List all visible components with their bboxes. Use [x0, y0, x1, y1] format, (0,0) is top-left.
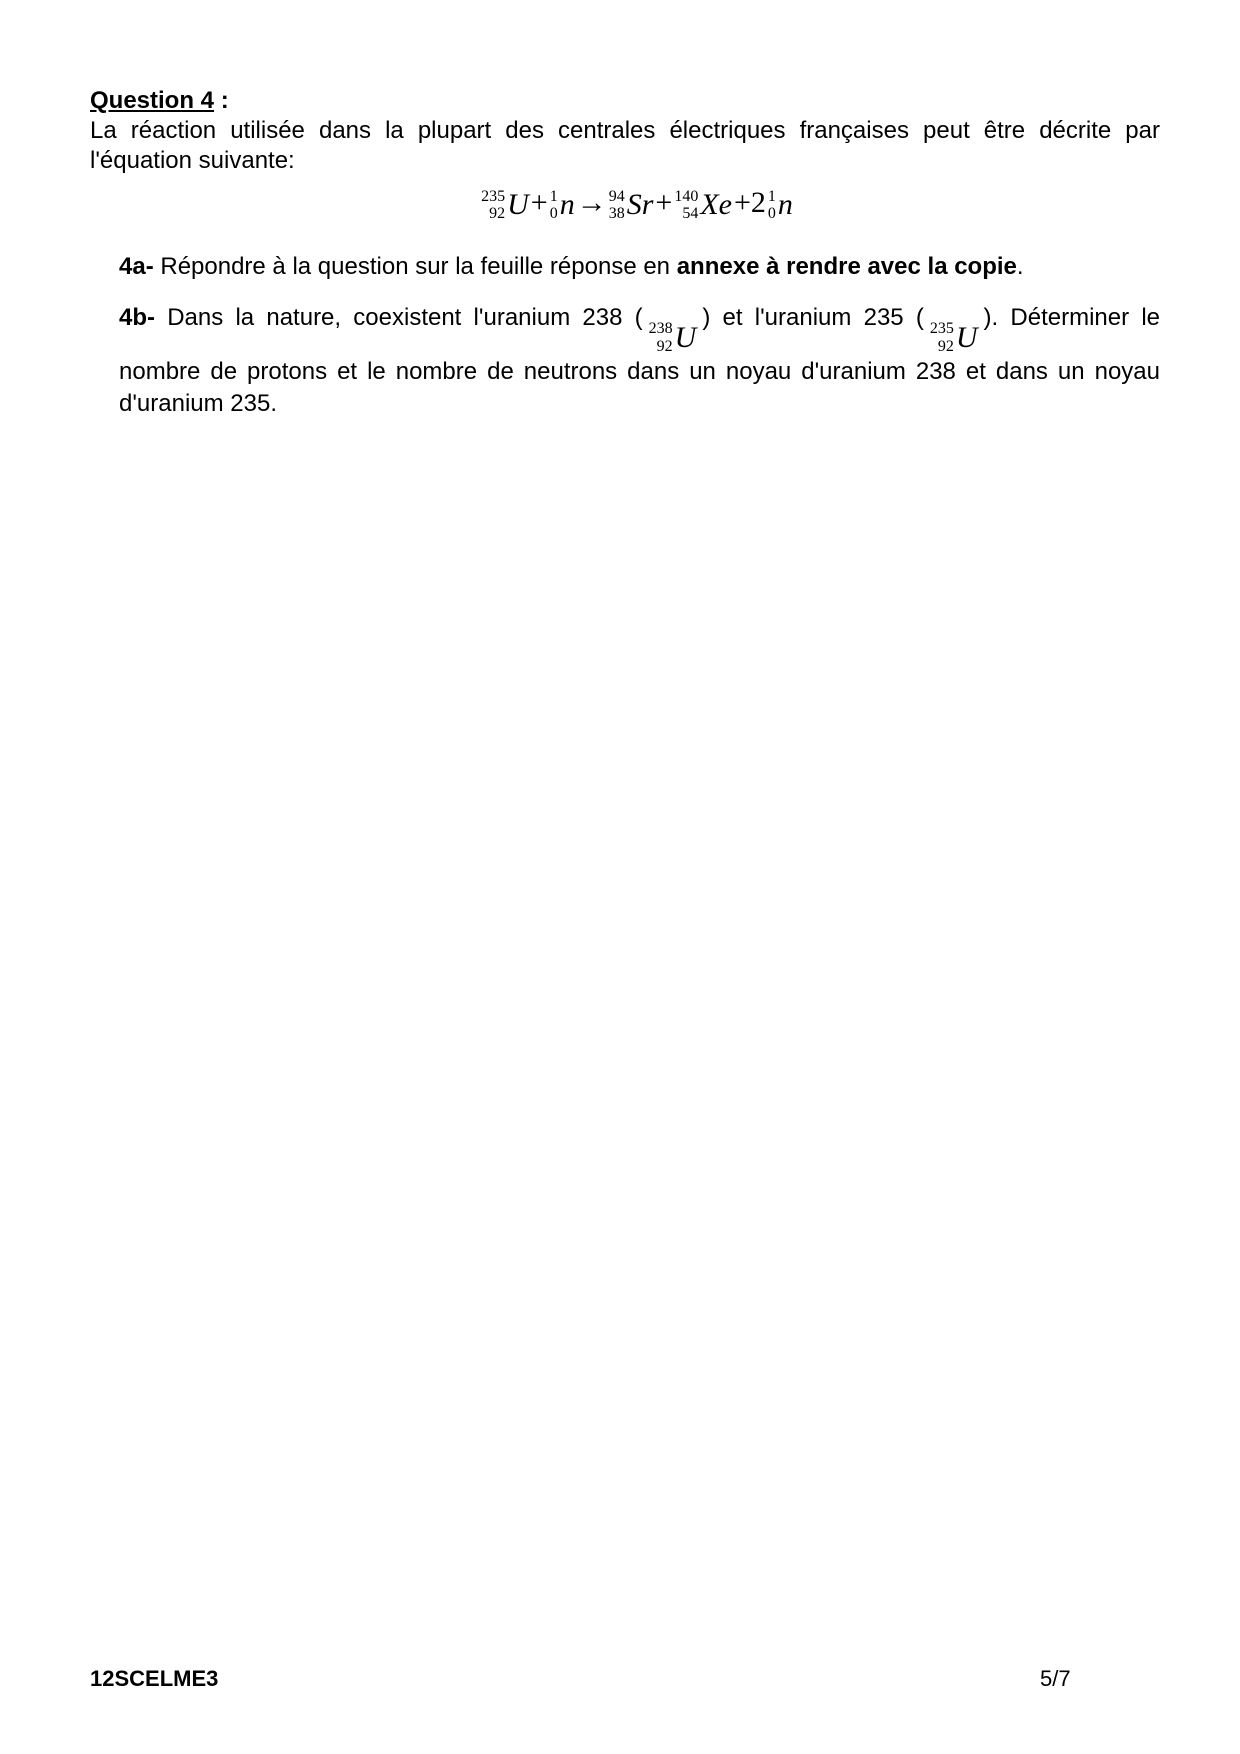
nuclear-equation [114, 180, 1160, 226]
question-intro: La réaction utilisée dans la plupart des centrales électriques françaises peut être décrite par l'équation suivante: [90, 117, 1160, 174]
item-4b-text-3: ). Déterminer le nombre de protons et le nombre de neutrons dans un noyau d'uranium 238 et dans un noyau d'uranium 235. [119, 304, 1160, 417]
plus-two-operator: +2 [733, 186, 766, 219]
mass-number: 1 [767, 188, 776, 206]
element-symbol: U [955, 321, 978, 354]
nuclide-xenon-140 [674, 182, 732, 228]
question-heading [90, 86, 1160, 116]
item-4b-text-1: Dans la nature, coexistent l'uranium 238 ( [155, 304, 643, 331]
item-4a [119, 252, 1160, 282]
page-number: 5/7 [1040, 1666, 1071, 1691]
atomic-number: 38 [608, 205, 625, 223]
atomic-number: 0 [549, 205, 558, 223]
element-symbol: Xe [700, 188, 732, 222]
nuclide-neutron [550, 182, 575, 228]
mass-number: 235 [481, 188, 506, 206]
atomic-number: 92 [489, 205, 506, 223]
plus-operator: + [655, 186, 673, 219]
element-symbol: U [674, 321, 697, 354]
mass-number: 1 [549, 188, 558, 206]
atomic-number: 92 [656, 338, 673, 355]
element-symbol: n [559, 188, 575, 222]
element-symbol: U [507, 188, 529, 222]
mass-number: 235 [929, 320, 954, 337]
page-content [90, 86, 1160, 420]
plus-operator: + [530, 186, 548, 219]
nuclide-uranium-235-inline [930, 320, 978, 356]
item-4b-label: 4b- [119, 304, 155, 331]
element-symbol: n [777, 188, 793, 222]
atomic-number: 92 [937, 338, 954, 355]
atomic-number: 54 [682, 205, 699, 223]
item-4a-label: 4a- [119, 253, 154, 280]
nuclide-strontium-94 [609, 182, 654, 228]
nuclide-neutron [768, 182, 793, 228]
mass-number: 94 [608, 188, 625, 206]
item-4b [119, 302, 1160, 420]
item-4a-end: . [1016, 253, 1024, 280]
element-symbol: Sr [626, 188, 654, 222]
mass-number: 140 [674, 188, 699, 206]
question-title: Question 4 [90, 87, 215, 114]
item-4a-text: Répondre à la question sur la feuille réponse en [153, 253, 677, 280]
question-title-suffix: : [214, 87, 229, 114]
atomic-number: 0 [767, 205, 776, 223]
item-4a-bold-text: annexe à rendre avec la copie [676, 253, 1017, 280]
nuclide-uranium-238 [649, 320, 697, 356]
mass-number: 238 [648, 320, 673, 337]
arrow-operator: → [576, 186, 607, 219]
nuclide-uranium-235 [481, 182, 529, 228]
item-4b-text-2: ) et l'uranium 235 ( [702, 304, 924, 331]
document-code: 12SCELME3 [90, 1666, 219, 1691]
